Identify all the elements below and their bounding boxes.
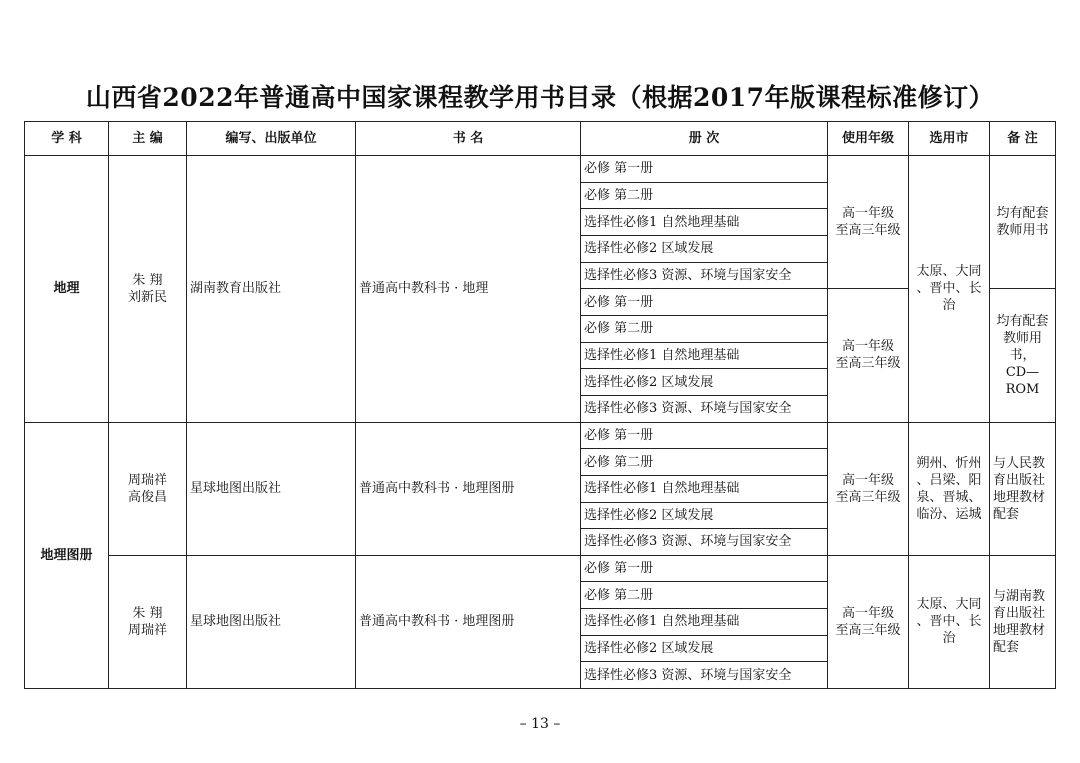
- header-volume: 册 次: [581, 122, 828, 156]
- note-line: 书，: [1009, 347, 1036, 363]
- volume-cell: 选择性必修1 自然地理基础: [581, 342, 828, 369]
- city-line: 临汾、运城: [916, 506, 982, 522]
- note-line: CD—ROM: [1005, 364, 1040, 397]
- publisher-cell: 湖南教育出版社: [187, 156, 356, 422]
- note-line: 均有配套: [996, 206, 1049, 222]
- grade-cell: [828, 156, 909, 289]
- grade-line: 高一年级: [841, 472, 894, 488]
- volume-cell: 必修 第二册: [581, 182, 828, 209]
- header-row: [25, 122, 1056, 156]
- publisher-cell: 星球地图出版社: [187, 422, 356, 555]
- editor-name: 朱 翔: [132, 272, 163, 288]
- volume-cell: 必修 第二册: [581, 449, 828, 476]
- subject-geography: 地理: [25, 156, 109, 422]
- volume-cell: 必修 第一册: [581, 555, 828, 582]
- header-city: 选用市: [909, 122, 990, 156]
- volume-cell: 选择性必修1 自然地理基础: [581, 475, 828, 502]
- editor-cell: [109, 555, 187, 688]
- header-grade: 使用年级: [828, 122, 909, 156]
- grade-line: 高一年级: [841, 206, 894, 222]
- grade-cell: [828, 289, 909, 422]
- note-line: 教师用: [1002, 330, 1042, 346]
- city-line: 治: [942, 631, 956, 647]
- city-cell: [909, 422, 990, 555]
- editor-name: 周瑞祥: [127, 622, 167, 638]
- volume-cell: 选择性必修3 资源、环境与国家安全: [581, 662, 828, 689]
- publisher-cell: 星球地图出版社: [187, 555, 356, 688]
- subject-atlas: 地理图册: [25, 422, 109, 688]
- note-line: 地理教材: [993, 622, 1046, 638]
- volume-cell: 选择性必修1 自然地理基础: [581, 209, 828, 236]
- table-row: [25, 555, 1056, 582]
- city-cell: [909, 555, 990, 688]
- grade-cell: [828, 422, 909, 555]
- note-line: 地理教材: [993, 489, 1046, 505]
- note-line: 均有配套: [996, 313, 1049, 329]
- table-row: [25, 422, 1056, 449]
- note-line: 教师用书: [996, 223, 1049, 239]
- volume-cell: 选择性必修3 资源、环境与国家安全: [581, 529, 828, 556]
- note-cell: [990, 289, 1056, 422]
- note-line: 与湖南教: [993, 588, 1046, 604]
- header-publisher: 编写、出版单位: [187, 122, 356, 156]
- grade-line: 至高三年级: [835, 622, 901, 638]
- page-number: – 13 –: [519, 716, 561, 732]
- grade-line: 至高三年级: [835, 356, 901, 372]
- page-title: 山西省2022年普通高中国家课程教学用书目录（根据2017年版课程标准修订）: [85, 83, 995, 112]
- note-line: 育出版社: [993, 472, 1046, 488]
- volume-cell: 选择性必修3 资源、环境与国家安全: [581, 395, 828, 422]
- volume-cell: 必修 第二册: [581, 582, 828, 609]
- grade-cell: [828, 555, 909, 688]
- editor-name: 周瑞祥: [127, 472, 167, 488]
- volume-cell: 选择性必修3 资源、环境与国家安全: [581, 262, 828, 289]
- city-line: 太原、大同: [916, 264, 982, 280]
- volume-cell: 选择性必修2 区域发展: [581, 236, 828, 263]
- header-subject: 学 科: [25, 122, 109, 156]
- note-line: 育出版社: [993, 605, 1046, 621]
- table-row: [25, 156, 1056, 183]
- volume-cell: 必修 第二册: [581, 316, 828, 343]
- note-cell: [990, 555, 1056, 688]
- note-cell: [990, 422, 1056, 555]
- city-line: 、晋中、长: [916, 614, 982, 630]
- note-line: 配套: [993, 639, 1020, 655]
- editor-name: 高俊昌: [127, 489, 167, 505]
- book-cell: 普通高中教科书 · 地理图册: [356, 422, 581, 555]
- note-line: 与人民教: [993, 455, 1046, 471]
- city-cell: [909, 156, 990, 422]
- volume-cell: 必修 第一册: [581, 156, 828, 183]
- book-cell: 普通高中教科书 · 地理: [356, 156, 581, 422]
- editor-name: 刘新民: [127, 289, 167, 305]
- volume-cell: 选择性必修2 区域发展: [581, 502, 828, 529]
- editor-cell: [109, 422, 187, 555]
- volume-cell: 选择性必修1 自然地理基础: [581, 609, 828, 636]
- city-line: 治: [942, 298, 956, 314]
- volume-cell: 必修 第一册: [581, 422, 828, 449]
- grade-line: 高一年级: [841, 339, 894, 355]
- header-note: 备 注: [990, 122, 1056, 156]
- volume-cell: 必修 第一册: [581, 289, 828, 316]
- book-cell: 普通高中教科书 · 地理图册: [356, 555, 581, 688]
- editor-name: 朱 翔: [132, 605, 163, 621]
- volume-cell: 选择性必修2 区域发展: [581, 369, 828, 396]
- header-editor: 主 编: [109, 122, 187, 156]
- grade-line: 高一年级: [841, 605, 894, 621]
- note-cell: [990, 156, 1056, 289]
- grade-line: 至高三年级: [835, 223, 901, 239]
- header-book: 书 名: [356, 122, 581, 156]
- note-line: 配套: [993, 506, 1020, 522]
- editor-cell: [109, 156, 187, 422]
- city-line: 泉、晋城、: [916, 489, 982, 505]
- city-line: 、晋中、长: [916, 281, 982, 297]
- city-line: 太原、大同: [916, 597, 982, 613]
- volume-cell: 选择性必修2 区域发展: [581, 635, 828, 662]
- city-line: 朔州、忻州: [916, 455, 982, 471]
- city-line: 、吕梁、阳: [916, 472, 982, 488]
- grade-line: 至高三年级: [835, 489, 901, 505]
- catalog-table: [24, 121, 1056, 689]
